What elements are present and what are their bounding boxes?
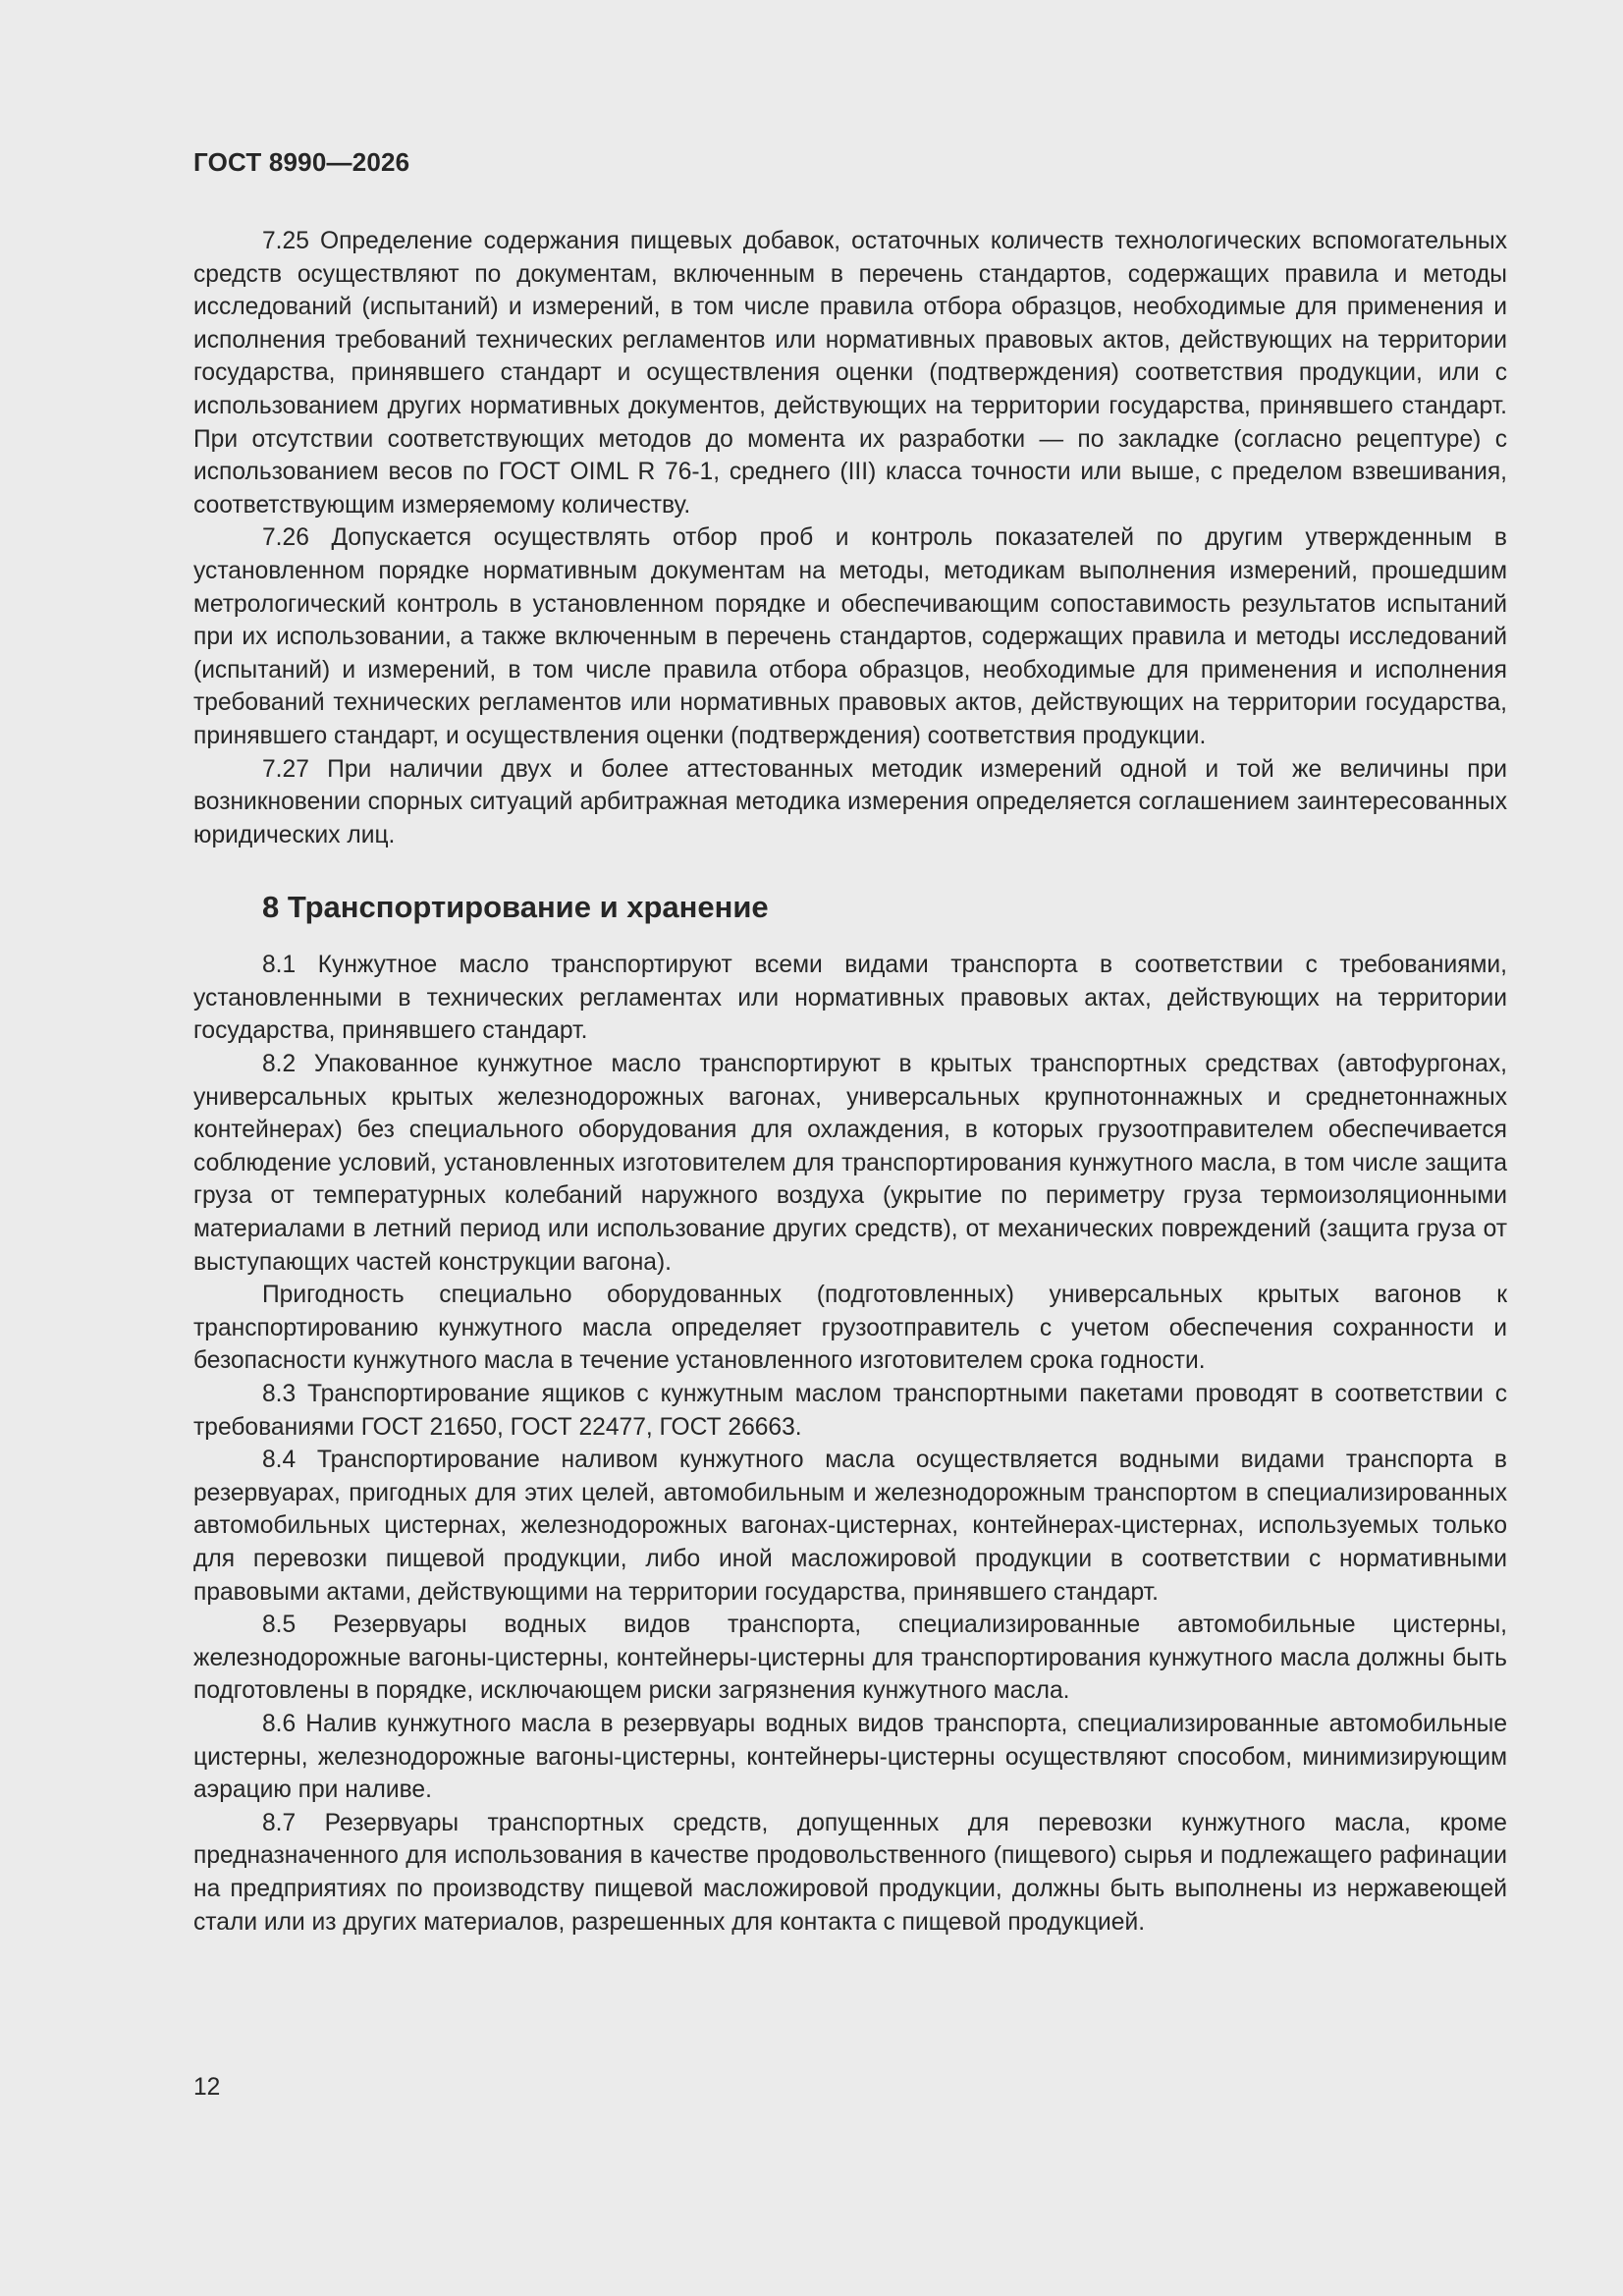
- paragraph-8-6: 8.6 Налив кунжутного масла в резервуары водных видов транспорта, специализированные автомобильные цистерны, железнодорожные вагоны-цистерны, контейнеры-цистерны осуществляют способом, минимизирующим аэрацию при наливе.: [193, 1710, 1507, 1804]
- paragraph-7-27: 7.27 При наличии двух и более аттестованных методик измерений одной и той же величины при возникновении спорных ситуаций арбитражная методика измерения определяется соглашением заинтересованных юридических лиц.: [193, 755, 1507, 848]
- paragraph-8-3: 8.3 Транспортирование ящиков с кунжутным маслом транспортными пакетами проводят в соответствии с требованиями ГОСТ 21650, ГОСТ 22477, ГОСТ 26663.: [193, 1381, 1507, 1441]
- paragraph-7-26: 7.26 Допускается осуществлять отбор проб и контроль показателей по другим утвержденным в установленном порядке нормативным документам на методы, методикам выполнения измерений, прошедшим метрологический контроль в установленном порядке и обеспечивающим сопоставимость результатов испытаний при их использовании, а также включенным в перечень стандартов, содержащих правила и методы исследований (испытаний) и измерений, в том числе правила отбора образцов, необходимые для применения и исполнения требований технических регламентов или нормативных правовых актов, действующих на территории государства, принявшего стандарт, и осуществления оценки (подтверждения) соответствия продукции.: [193, 524, 1507, 749]
- paragraph-8-2-continued: Пригодность специально оборудованных (подготовленных) универсальных крытых вагонов к транспортированию кунжутного масла определяет грузоотправитель с учетом обеспечения сохранности и безопасности кунжутного масла в течение установленного изготовителем срока годности.: [193, 1282, 1507, 1375]
- paragraph-8-4: 8.4 Транспортирование наливом кунжутного масла осуществляется водными видами транспорта в резервуарах, пригодных для этих целей, автомобильным и железнодорожным транспортом в специализированных автомобильных цистернах, железнодорожных вагонах-цистернах, контейнерах-цистернах, используемых только для перевозки пищевой продукции, либо иной масложировой продукции в соответствии с нормативными правовыми актами, действующими на территории государства, принявшего стандарт.: [193, 1447, 1507, 1606]
- page-number: 12: [193, 2074, 221, 2101]
- document-header: ГОСТ 8990—2026: [193, 147, 410, 177]
- paragraph-8-5: 8.5 Резервуары водных видов транспорта, специализированные автомобильные цистерны, железнодорожные вагоны-цистерны, контейнеры-цистерны для транспортирования кунжутного масла должны быть подготовлены в порядке, исключающем риски загрязнения кунжутного масла.: [193, 1612, 1507, 1705]
- paragraph-7-25: 7.25 Определение содержания пищевых добавок, остаточных количеств технологических вспомогательных средств осуществляют по документам, включенным в перечень стандартов, содержащих правила и методы исследований (испытаний) и измерений, в том числе правила отбора образцов, необходимые для применения и исполнения требований технических регламентов или нормативных правовых актов, действующих на территории государства, принявшего стандарт и осуществления оценки (подтверждения) соответствия продукции, или с использованием других нормативных документов, действующих на территории государства, принявшего стандарт. При отсутствии соответствующих методов до момента их разработки — по закладке (согласно рецептуре) с использованием весов по ГОСТ OIML R 76-1, среднего (III) класса точности или выше, с пределом взвешивания, соответствующим измеряемому количеству.: [193, 228, 1507, 519]
- section-8-heading: 8 Транспортирование и хранение: [262, 890, 769, 925]
- paragraph-8-2: 8.2 Упакованное кунжутное масло транспортируют в крытых транспортных средствах (автофургонах, универсальных крытых железнодорожных вагонах, универсальных крупнотоннажных и среднетоннажных контейнерах) без специального оборудования для охлаждения, в которых грузоотправителем обеспечивается соблюдение условий, установленных изготовителем для транспортирования кунжутного масла, в том числе защита груза от температурных колебаний наружного воздуха (укрытие по периметру груза термоизоляционными материалами в летний период или использование других средств), от механических повреждений (защита груза от выступающих частей конструкции вагона).: [193, 1051, 1507, 1276]
- document-body: [193, 225, 1507, 1939]
- paragraph-8-7: 8.7 Резервуары транспортных средств, допущенных для перевозки кунжутного масла, кроме предназначенного для использования в качестве продовольственного (пищевого) сырья и подлежащего рафинации на предприятиях по производству пищевой масложировой продукции, должны быть выполнены из нержавеющей стали или из других материалов, разрешенных для контакта с пищевой продукцией.: [193, 1809, 1507, 1936]
- paragraph-8-1: 8.1 Кунжутное масло транспортируют всеми видами транспорта в соответствии с требованиями, установленными в технических регламентах или нормативных правовых актах, действующих на территории государства, принявшего стандарт.: [193, 952, 1507, 1045]
